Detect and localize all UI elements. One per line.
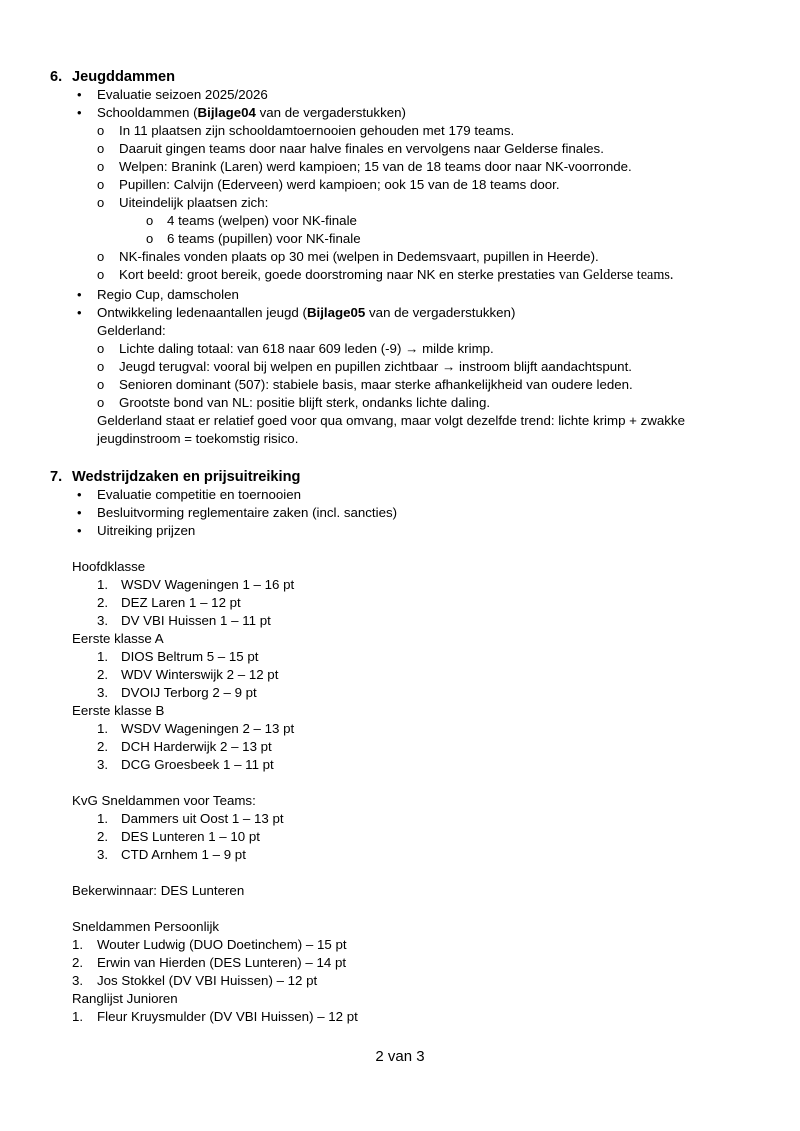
ranking-number: 2. <box>97 595 109 610</box>
circle-bullet-icon: o <box>97 377 105 392</box>
ranking-item: Jos Stokkel (DV VBI Huissen) – 12 pt <box>97 973 318 988</box>
list-item: Evaluatie seizoen 2025/2026 <box>97 87 268 102</box>
ranking-number: 1. <box>97 577 109 592</box>
class-heading: KvG Sneldammen voor Teams: <box>72 793 256 808</box>
class-heading: Eerste klasse B <box>72 703 165 718</box>
bullet-icon: • <box>77 87 82 102</box>
list-item: NK-finales vonden plaats op 30 mei (welpen in Dedemsvaart, pupillen in Heerde). <box>119 249 599 264</box>
circle-bullet-icon: o <box>97 359 105 374</box>
list-item: Grootste bond van NL: positie blijft sterk, ondanks lichte daling. <box>119 395 491 410</box>
ranking-number: 1. <box>72 1009 84 1024</box>
list-item: Schooldammen (Bijlage04 van de vergaderstukken) <box>97 105 406 120</box>
ranking-number: 2. <box>72 955 84 970</box>
circle-bullet-icon: o <box>97 249 105 264</box>
ranking-number: 3. <box>97 847 109 862</box>
ranking-item: CTD Arnhem 1 – 9 pt <box>121 847 246 862</box>
class-heading: Eerste klasse A <box>72 631 164 646</box>
ranking-item: DCH Harderwijk 2 – 13 pt <box>121 739 272 754</box>
circle-bullet-icon: o <box>97 341 105 356</box>
ranking-number: 3. <box>97 757 109 772</box>
circle-bullet-icon: o <box>97 177 105 192</box>
circle-bullet-icon: o <box>97 267 105 282</box>
class-heading: Sneldammen Persoonlijk <box>72 919 220 934</box>
list-item: Senioren dominant (507): stabiele basis, maar sterke afhankelijkheid van oudere leden. <box>119 377 633 392</box>
ranking-item: Wouter Ludwig (DUO Doetinchem) – 15 pt <box>97 937 347 952</box>
ranking-item: Fleur Kruysmulder (DV VBI Huissen) – 12 pt <box>97 1009 358 1024</box>
ranking-number: 2. <box>97 739 109 754</box>
ranking-number: 2. <box>97 829 109 844</box>
circle-bullet-icon: o <box>97 141 105 156</box>
list-item: Kort beeld: groot bereik, goede doorstroming naar NK en sterke prestaties van Gelderse teams. <box>119 267 674 283</box>
ranking-number: 3. <box>97 685 109 700</box>
ranking-item: WSDV Wageningen 1 – 16 pt <box>121 577 295 592</box>
ranking-number: 2. <box>97 667 109 682</box>
class-heading: Ranglijst Junioren <box>72 991 178 1006</box>
list-item: Uitreiking prijzen <box>97 523 196 538</box>
bullet-icon: • <box>77 523 82 538</box>
list-item: 4 teams (welpen) voor NK-finale <box>167 213 357 228</box>
ranking-item: DES Lunteren 1 – 10 pt <box>121 829 260 844</box>
ranking-item: WSDV Wageningen 2 – 13 pt <box>121 721 295 736</box>
bullet-icon: • <box>77 287 82 302</box>
ranking-item: Dammers uit Oost 1 – 13 pt <box>121 811 284 826</box>
circle-bullet-icon: o <box>97 395 105 410</box>
circle-bullet-icon: o <box>97 159 105 174</box>
class-heading: Hoofdklasse <box>72 559 146 574</box>
ranking-item: DV VBI Huissen 1 – 11 pt <box>121 613 271 628</box>
list-item: Welpen: Branink (Laren) werd kampioen; 15 van de 18 teams door naar NK-voorronde. <box>119 159 632 174</box>
list-item: Regio Cup, damscholen <box>97 287 239 302</box>
ranking-item: WDV Winterswijk 2 – 12 pt <box>121 667 279 682</box>
circle-bullet-icon: o <box>97 195 105 210</box>
paragraph-text: jeugdinstroom = toekomstig risico. <box>97 431 299 446</box>
bullet-icon: • <box>77 505 82 520</box>
bullet-icon: • <box>77 105 82 120</box>
ranking-item: DEZ Laren 1 – 12 pt <box>121 595 241 610</box>
circle-bullet-icon: o <box>97 123 105 138</box>
bullet-icon: • <box>77 305 82 320</box>
ranking-item: DCG Groesbeek 1 – 11 pt <box>121 757 274 772</box>
section-6-number: 6. <box>50 69 63 85</box>
ranking-number: 1. <box>97 649 109 664</box>
paragraph-text: Gelderland staat er relatief goed voor qua omvang, maar volgt dezelfde trend: lichte krimp + zwakke <box>97 413 685 428</box>
list-item: Besluitvorming reglementaire zaken (incl. sancties) <box>97 505 398 520</box>
section-6-title: Jeugddammen <box>72 69 175 85</box>
ranking-item: DIOS Beltrum 5 – 15 pt <box>121 649 259 664</box>
section-7-title: Wedstrijdzaken en prijsuitreiking <box>72 469 301 485</box>
list-item: Lichte daling totaal: van 618 naar 609 leden (-9) → milde krimp. <box>119 341 494 356</box>
page-number: 2 van 3 <box>375 1048 425 1065</box>
list-item: In 11 plaatsen zijn schooldamtoernooien gehouden met 179 teams. <box>119 123 515 138</box>
list-item: Daaruit gingen teams door naar halve finales en vervolgens naar Gelderse finales. <box>119 141 604 156</box>
ranking-number: 1. <box>97 721 109 736</box>
bullet-icon: • <box>77 487 82 502</box>
ranking-number: 1. <box>97 811 109 826</box>
cup-winner: Bekerwinnaar: DES Lunteren <box>72 883 245 898</box>
list-item: Ontwikkeling ledenaantallen jeugd (Bijlage05 van de vergaderstukken) <box>97 305 516 320</box>
ranking-number: 3. <box>97 613 109 628</box>
list-item: Uiteindelijk plaatsen zich: <box>119 195 269 210</box>
circle-bullet-icon: o <box>146 213 154 228</box>
list-item: Jeugd terugval: vooral bij welpen en pupillen zichtbaar → instroom blijft aandachtspunt. <box>119 359 632 374</box>
ranking-number: 1. <box>72 937 84 952</box>
circle-bullet-icon: o <box>146 231 154 246</box>
paragraph-text: Gelderland: <box>97 323 166 338</box>
list-item: Pupillen: Calvijn (Ederveen) werd kampioen; ook 15 van de 18 teams door. <box>119 177 560 192</box>
ranking-item: DVOIJ Terborg 2 – 9 pt <box>121 685 257 700</box>
list-item: Evaluatie competitie en toernooien <box>97 487 302 502</box>
ranking-item: Erwin van Hierden (DES Lunteren) – 14 pt <box>97 955 347 970</box>
section-7-number: 7. <box>50 469 63 485</box>
list-item: 6 teams (pupillen) voor NK-finale <box>167 231 361 246</box>
ranking-number: 3. <box>72 973 84 988</box>
